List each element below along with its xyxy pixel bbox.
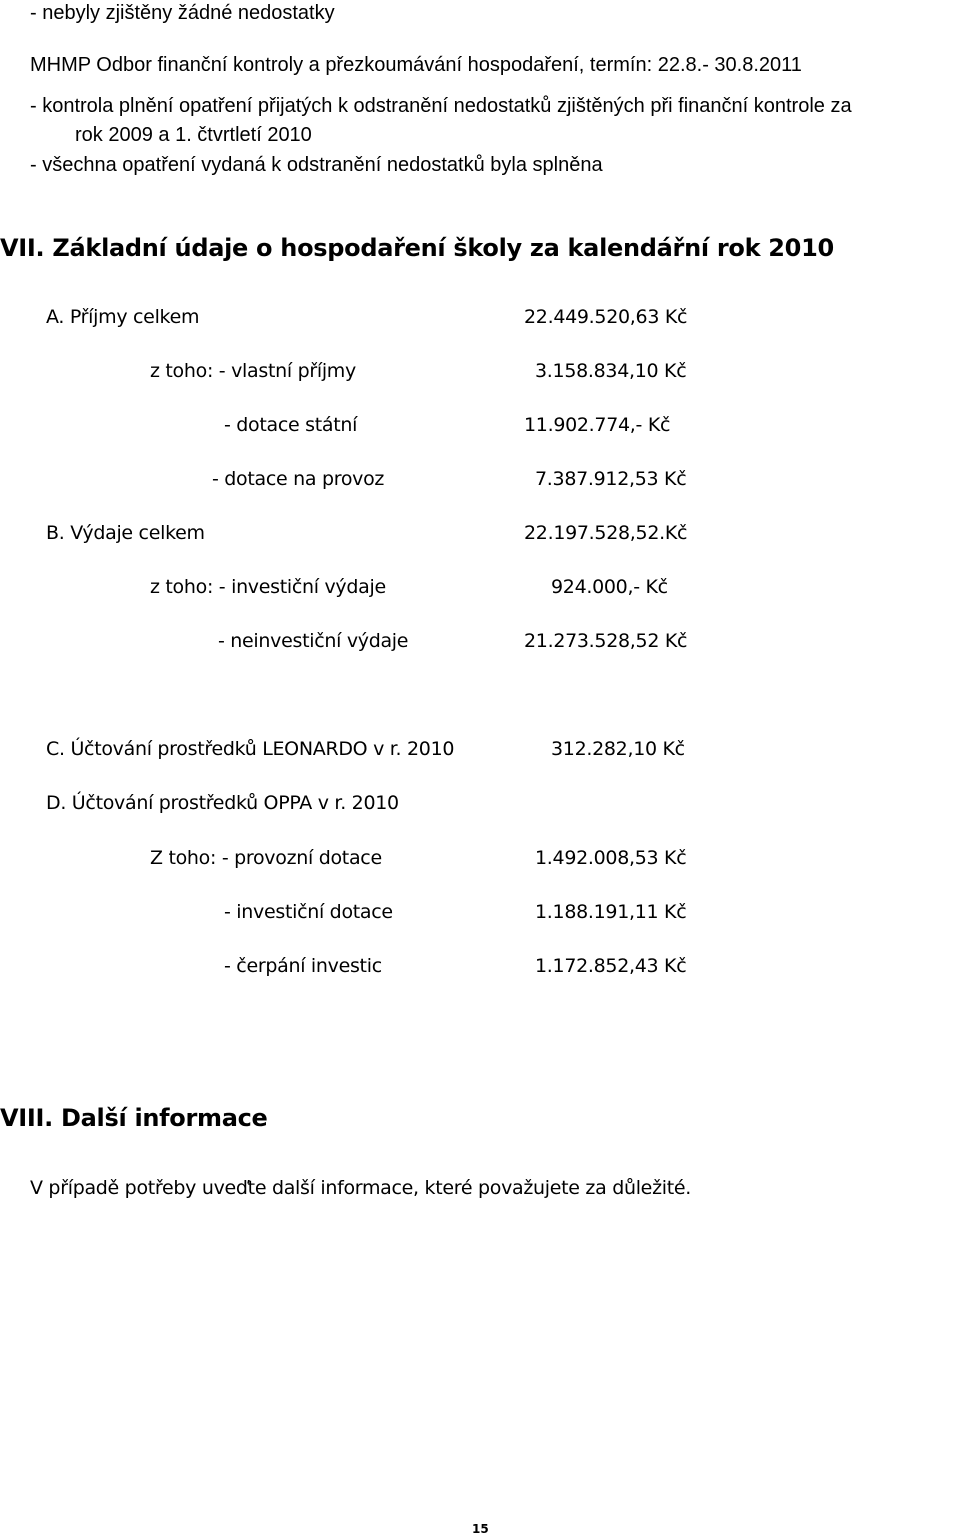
income-own-value: 3.158.834,10 Kč [535, 360, 687, 382]
income-state-subsidy-label: - dotace státní [224, 414, 358, 436]
expenses-total-value: 22.197.528,52.Kč [524, 522, 688, 544]
text-line-no-deficiencies: - nebyly zjištěny žádné nedostatky [30, 2, 335, 24]
text-line-mhmp-inspection: MHMP Odbor finanční kontroly a přezkoumávání hospodaření, termín: 22.8.- 30.8.2011 [30, 54, 802, 76]
section-heading-other-info: VIII. Další informace [0, 1104, 268, 1132]
section-heading-economy: VII. Základní údaje o hospodaření školy za kalendářní rok 2010 [0, 234, 834, 262]
text-line-inspection-measures: - kontrola plnění opatření přijatých k odstranění nedostatků zjištěných při finanční kontrole za [30, 95, 852, 117]
income-own-label: z toho: - vlastní příjmy [150, 360, 356, 382]
text-line-period: rok 2009 a 1. čtvrtletí 2010 [75, 124, 312, 146]
leonardo-value: 312.282,10 Kč [551, 738, 685, 760]
expenses-total-label: B. Výdaje celkem [46, 522, 205, 544]
income-state-subsidy-value: 11.902.774,- Kč [524, 414, 671, 436]
expenses-investment-label: z toho: - investiční výdaje [150, 576, 386, 598]
oppa-investment-spending-value: 1.172.852,43 Kč [535, 955, 687, 977]
income-total-value: 22.449.520,63 Kč [524, 306, 688, 328]
income-operation-subsidy-label: - dotace na provoz [212, 468, 385, 490]
oppa-investment-spending-label: - čerpání investic [224, 955, 382, 977]
oppa-operation-subsidy-value: 1.492.008,53 Kč [535, 847, 687, 869]
oppa-label: D. Účtování prostředků OPPA v r. 2010 [46, 792, 399, 814]
page-number: 15 [472, 1522, 489, 1536]
expenses-investment-value: 924.000,- Kč [551, 576, 668, 598]
oppa-investment-subsidy-value: 1.188.191,11 Kč [535, 901, 687, 923]
oppa-investment-subsidy-label: - investiční dotace [224, 901, 393, 923]
expenses-noninvestment-value: 21.273.528,52 Kč [524, 630, 688, 652]
income-total-label: A. Příjmy celkem [46, 306, 200, 328]
income-operation-subsidy-value: 7.387.912,53 Kč [535, 468, 687, 490]
leonardo-label: C. Účtování prostředků LEONARDO v r. 2010 [46, 738, 455, 760]
expenses-noninvestment-label: - neinvestiční výdaje [218, 630, 409, 652]
other-info-text: V případě potřeby uveďte další informace, které považujete za důležité. [30, 1177, 691, 1199]
oppa-operation-subsidy-label: Z toho: - provozní dotace [150, 847, 382, 869]
text-line-measures-fulfilled: - všechna opatření vydaná k odstranění nedostatků byla splněna [30, 154, 603, 176]
